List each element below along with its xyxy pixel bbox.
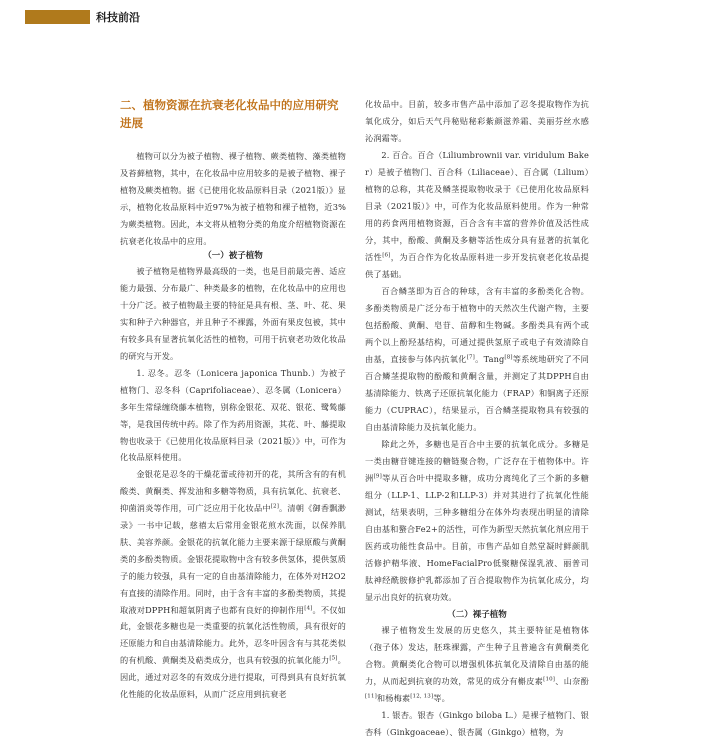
header-title: 科技前沿: [96, 11, 140, 24]
text-span: 等。: [433, 693, 450, 703]
lonicera-paragraph: 1. 忍冬。忍冬（Lonicera japonica Thunb.）为被子植物门、忍冬科（Caprifoliaceae）、忍冬属（Lonicera）多年生常绿缠绕藤本植物，别称金银花、双花、银花、鹭鸶藤等，是我国传统中药。除了作为药用资源，其花、叶、藤提取物也收录于《已使用化妆品原料目录（2021版）》中，可作为化妆品原料使用。: [120, 367, 346, 463]
continuation-paragraph: 化妆品中。目前，较多市售产品中添加了忍冬提取物作为抗氧化成分，如后天气丹秘贴秘彩紫颜滋养霜、美丽芬丝水感沁润霜等。: [365, 99, 589, 143]
citation-ref: [8]: [504, 354, 513, 361]
citation-ref: [7]: [466, 354, 475, 361]
polysaccharide-paragraph: [365, 436, 589, 606]
citation-ref: [4]: [304, 604, 313, 611]
honeysuckle-paragraph: [120, 466, 346, 703]
intro-paragraph: 植物可以分为被子植物、裸子植物、蕨类植物、藻类植物及苔藓植物，其中，在化妆品中应用较多的是被子植物、裸子植物及蕨类植物。据《已使用化妆品原料目录（2021版）》显示，植物化妆品原料中近97%为被子植物和裸子植物，近3%为蕨类植物。因此，本文将从植物分类的角度介绍植物资源在抗衰老化妆品中的应用。: [120, 151, 346, 246]
left-column: [120, 96, 346, 703]
text-span: 2. 百合。百合（Liliumbrownii var. viridulum Baker）是被子植物门、百合科（Liliaceae）、百合属（Lilium）植物的总称，其花及鳞茎提取物收录于《已使用化妆品原料目录（2021版）》中，可作为化妆品原料使用。作为一种常用的药食两用植物资源，百合含有丰富的营养价值及活性成分，其中，酚酸、黄酮及多糖等活性成分具有显著的抗氧化活性: [365, 150, 589, 262]
citation-ref: [2]: [270, 503, 279, 510]
lily-paragraph: [365, 147, 589, 283]
text-span: 、山奈酚: [555, 676, 589, 686]
text-span: 。不仅如此，金银花多糖也是一类重要的抗氧化活性物质，具有很好的还原能力和自由基清除能力。此外，忍冬叶因含有与其花类似的有机酸、黄酮类及萜类成分，也具有较强的抗氧化能力: [120, 604, 346, 666]
angiosperm-heading: （一）被子植物: [203, 251, 263, 262]
text-span: 。清朝《御香飘渺录》一书中记载，慈禧太后常用金银花煎水洗面，以保养肌肤、美容养颜。金银花的抗氧化能力主要来源于绿原酸与黄酮类的多酚类物质。金银花提取物中含有较多供氢体，提供氢质子的能力较强，具有一定的自由基清除能力，在体外对H2O2有直接的清除作用。同时，由于含有丰富的多酚类物质，其提取液对DPPH和超氧阴离子也都有良好的抑制作用: [120, 503, 346, 615]
section-heading: 二、植物资源在抗衰老化妆品中的应用研究进展: [120, 98, 339, 130]
right-column: [365, 96, 589, 741]
text-span: 等从百合叶中提取多糖，成功分离纯化了三个新的多糖组分（LLP-1、LLP-2和LLP-3）并对其进行了抗氧化性能测试，结果表明，三种多糖组分在体外均表现出明显的清除自由基和螯合Fe2+的活性，可作为新型天然抗氧化剂应用于医药或功能性食品中。目前，市售产品如自然堂凝时鲜颜肌活修护精华液、HomeFacialPro低聚糖保湿乳液、丽普司肽神经酰胺修护乳都添加了百合提取物作为抗氧化成分，均显示出良好的抗衰功效。: [365, 473, 589, 602]
citation-ref: [6]: [382, 252, 391, 259]
text-span: 金银花是忍冬的干燥花蕾或待初开的花，其所含有的有机酸类、黄酮类、挥发油和多糖等物质，具有抗氧化、抗衰老、抑菌消炎等作用，可广泛应用于化妆品中: [120, 469, 346, 514]
text-span: 。因此，通过对忍冬的有效成分进行提取，可得到具有良好抗氧化性能的化妆品原料，从而广泛应用到抗衰老: [120, 655, 346, 700]
text-span: 除此之外，多糖也是百合中主要的抗氧化成分。多糖是一类由糖苷键连接的糖链聚合物，广泛存在于植物体中。许洲: [365, 439, 589, 483]
ginkgo-paragraph: 1. 银杏。银杏（Ginkgo biloba L.）是裸子植物门、银杏科（Ginkgoaceae）、银杏属（Ginkgo）植物，为: [365, 710, 589, 737]
citation-ref: [9]: [373, 473, 382, 480]
text-span: 。Tang: [474, 354, 505, 364]
text-span: 和杨梅素: [376, 693, 411, 703]
gymnosperm-paragraph: [365, 622, 589, 707]
citation-ref: [10]: [543, 676, 556, 683]
citation-ref: [12, 13]: [410, 693, 434, 700]
text-span: 百合鳞茎即为百合的种球，含有丰富的多酚类化合物。多酚类物质是广泛分布于植物中的天然次生代谢产物，主要包括酚酸、黄酮、皂苷、苗醇和生物碱。多酚类具有两个或两个以上酚羟基结构，可通过提供氢原子或电子有效清除自由基，直接参与体内抗氧化: [365, 286, 589, 364]
header-accent-bar: [25, 10, 90, 24]
text-span: 等系统地研究了不同百合鳞茎提取物的酚酸和黄酮含量，并测定了其DPPH自由基清除能力、铁离子还原抗氧化能力（FRAP）和铜离子还原能力（CUPRAC），结果显示，百合鳞茎提取物具有较强的自由基清除能力及抗氧化能力。: [365, 354, 589, 432]
text-span: ，为百合作为化妆品原料进一步开发抗衰老化妆品提供了基础。: [365, 252, 589, 279]
citation-ref: [5]: [329, 655, 338, 662]
angiosperm-paragraph-1: 被子植物是植物界最高级的一类，也是目前最完善、适应能力最强、分布最广、种类最多的植物，在化妆品中的应用也十分广泛。被子植物最主要的特征是具有根、茎、叶、花、果实和种子六种器官，并且种子不裸露，外面有果皮包被，其中有较多具有显著抗氧化活性的植物，可用于抗衰老功效化妆品的研究与开发。: [120, 266, 346, 361]
citation-ref: [11]: [365, 693, 377, 700]
lily-bulb-paragraph: [365, 283, 589, 436]
gymnosperm-heading: （二）裸子植物: [447, 610, 507, 620]
text-span: 裸子植物发生发展的历史悠久，其主要特征是植物体（孢子体）发达，胚珠裸露，产生种子且普遍含有黄酮类化合物。黄酮类化合物可以增强机体抗氧化及清除自由基的能力，从而起到抗衰的功效，常见的成分有槲皮素: [365, 625, 589, 686]
